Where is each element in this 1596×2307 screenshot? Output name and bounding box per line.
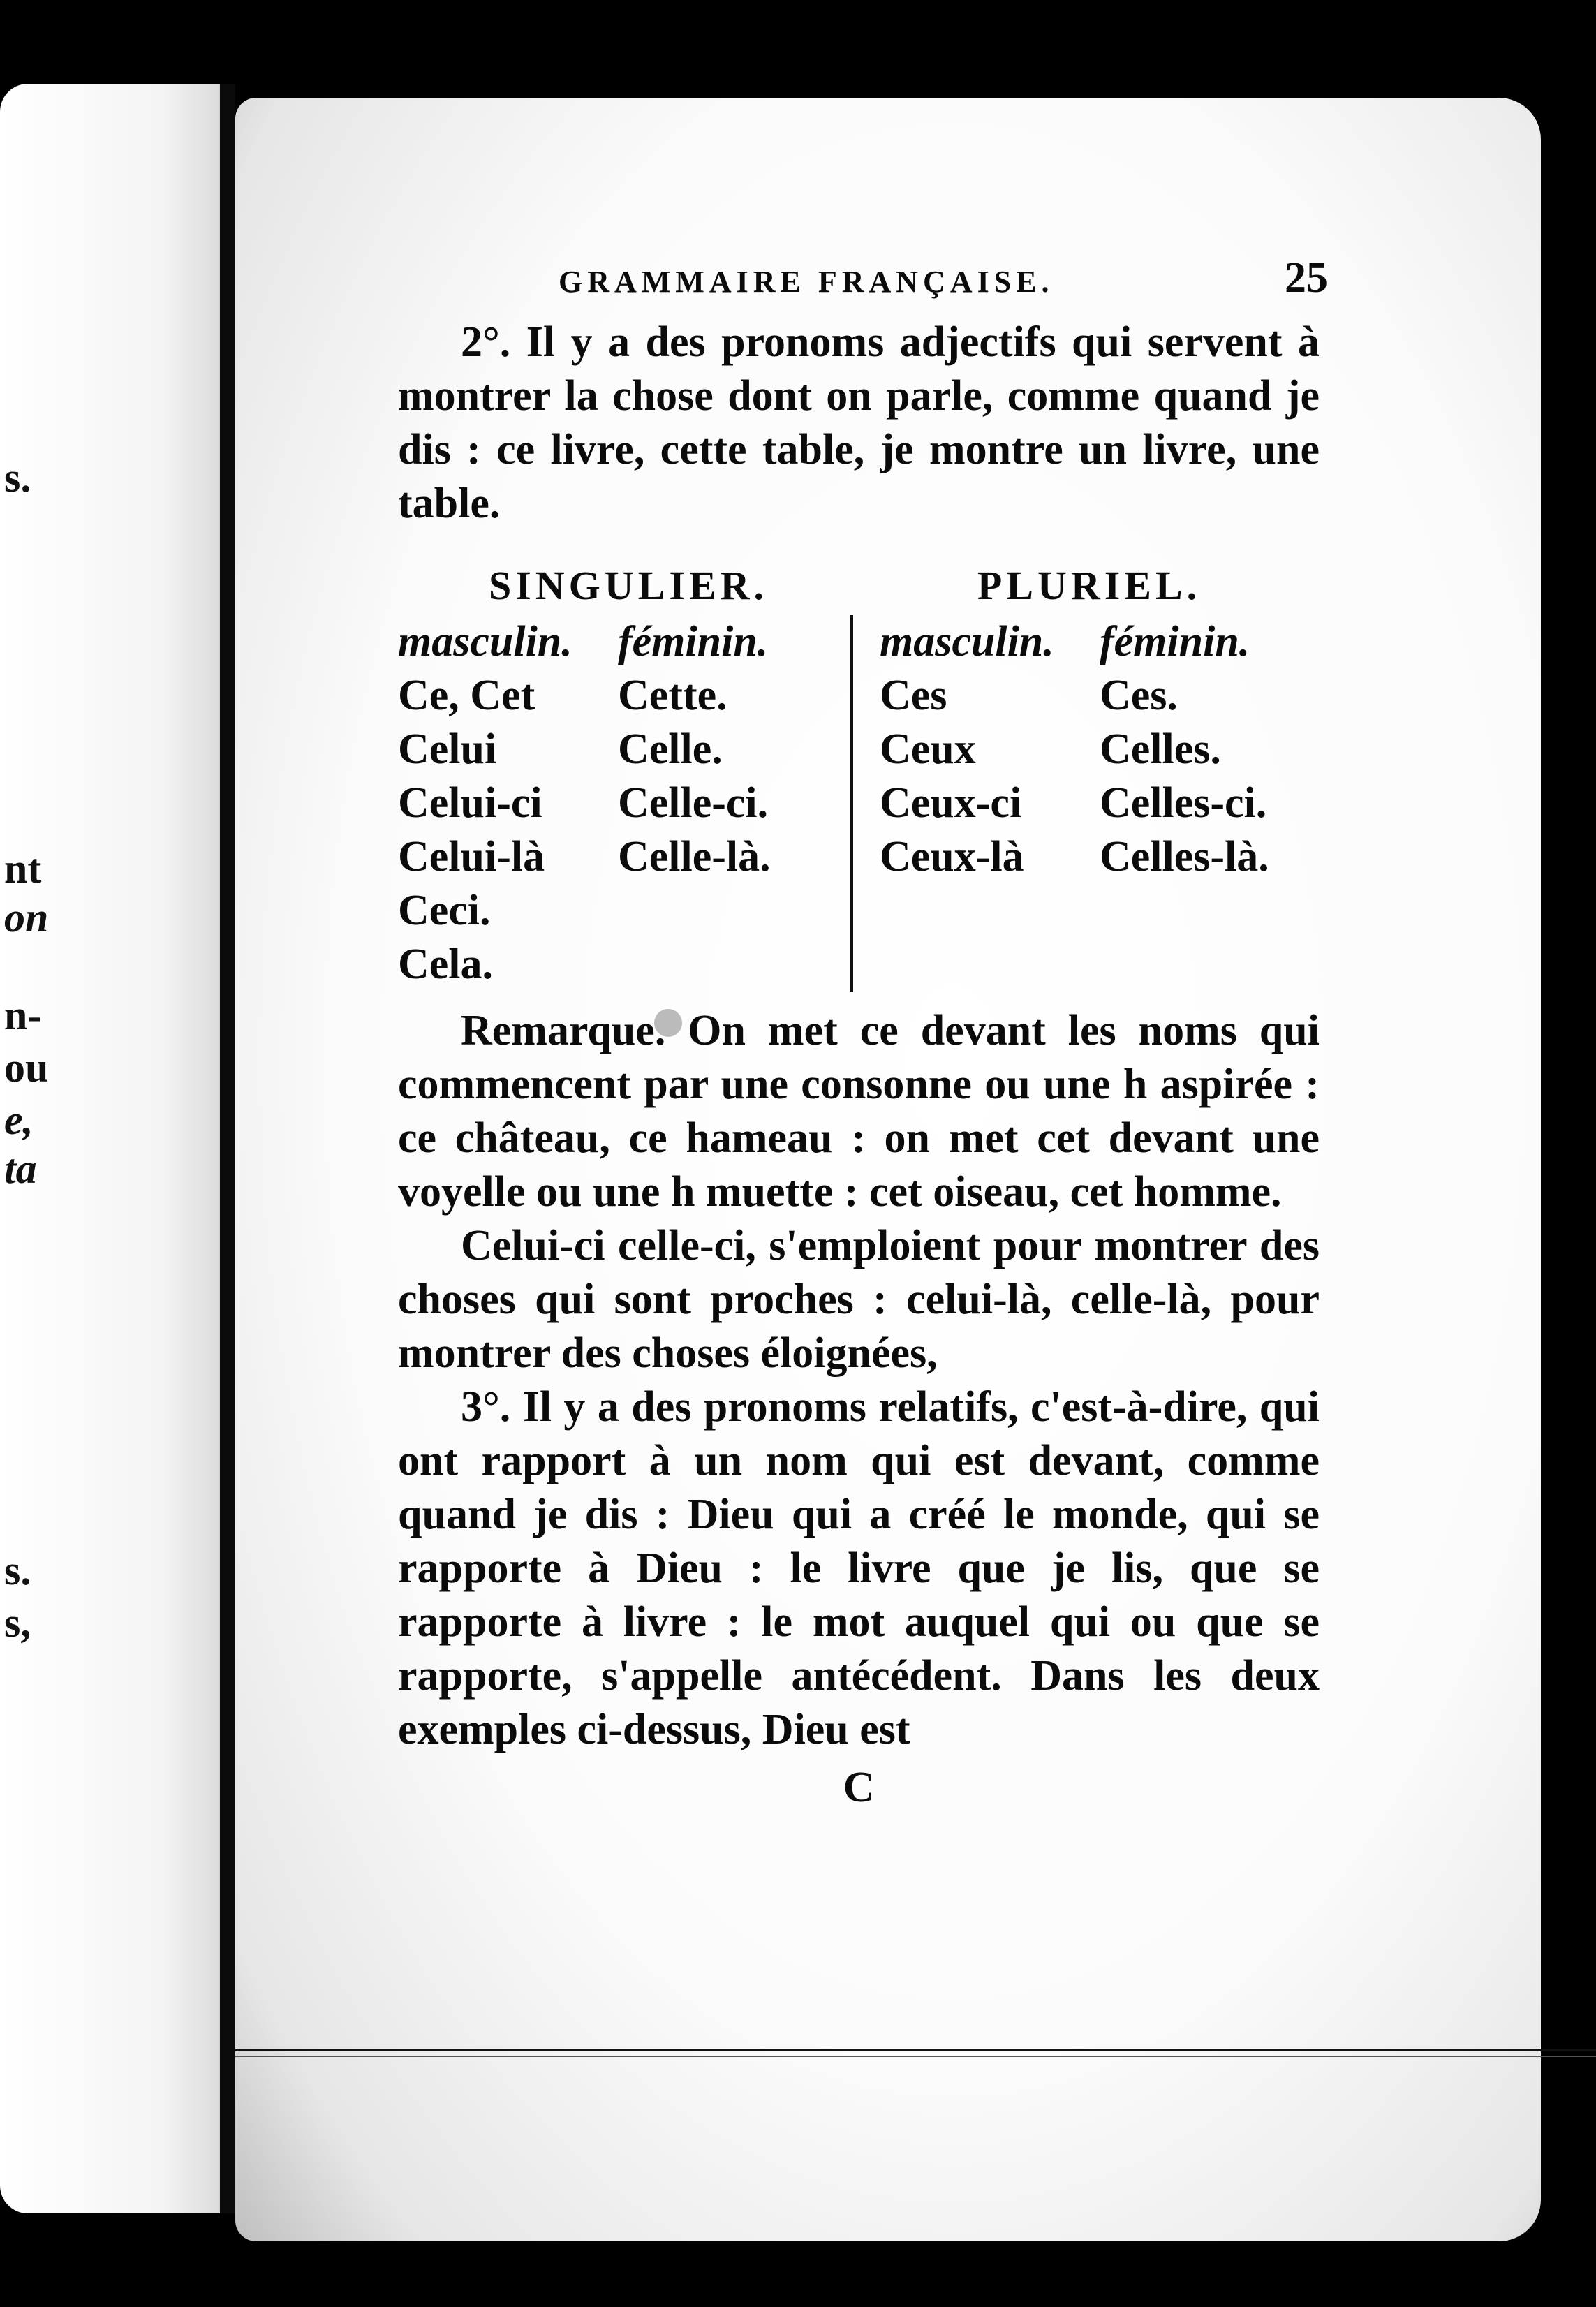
running-title: GRAMMAIRE FRANÇAISE.: [559, 265, 1054, 299]
paragraph-pronoms-relatifs: 3°. Il y a des pronoms relatifs, c'est-à-dire, qui ont rapport à un nom qui est devant, comme quand je dis : Dieu qui a créé le monde, qui se rapporte à Dieu : le livre que je lis, que se rapporte à livre : le mot auquel qui ou que se rapporte, s'appelle antécédent. Dans les deux exemples ci-dessus, Dieu est: [398, 1383, 1320, 1753]
table-cell: Cela.: [398, 941, 494, 988]
table-cell: [618, 938, 838, 992]
prev-page-fragment: ou: [4, 1045, 49, 1091]
singular-heading: SINGULIER.: [488, 563, 769, 608]
pronoun-table: [398, 615, 1320, 992]
table-cell: Celle-là.: [618, 833, 771, 880]
table-cell: Celle-ci.: [618, 779, 769, 827]
prev-page-fragment: e,: [4, 1097, 34, 1143]
running-head: [559, 251, 1328, 309]
table-cell: Cette.: [618, 672, 727, 719]
table-cell: [618, 884, 838, 938]
table-cell: Celui-là: [398, 833, 545, 880]
column-header: masculin.: [880, 618, 1054, 665]
singular-column: [398, 615, 850, 992]
table-cell: Ces.: [1100, 672, 1178, 719]
page-text: [398, 251, 1328, 1815]
paragraph-remarque: Remarque. On met ce devant les noms qui commencent par une consonne ou une h aspirée : ce château, ce hameau : on met cet devant une voyelle ou une h muette : cet oiseau, cet homme.: [398, 1007, 1320, 1216]
table-cell: Ces: [880, 672, 947, 719]
previous-page: [0, 84, 230, 2213]
prev-page-fragment: ta: [4, 1146, 37, 1192]
column-header: féminin.: [618, 618, 769, 665]
prev-page-fragment: s.: [4, 1547, 31, 1593]
prev-page-fragment: nt: [4, 846, 42, 892]
table-cell: Ceux-là: [880, 833, 1024, 880]
table-cell: Ceci.: [398, 887, 491, 934]
table-cell: Ce, Cet: [398, 672, 535, 719]
table-headings: [398, 559, 1320, 612]
prev-page-fragment: s.: [4, 455, 31, 501]
table-cell: Celui-ci: [398, 779, 542, 827]
plural-heading: PLURIEL.: [977, 563, 1202, 608]
prev-page-fragment: n-: [4, 992, 42, 1038]
page-bottom-rule: [235, 2049, 1596, 2057]
prev-page-fragment: s,: [4, 1600, 31, 1646]
table-cell: Celles-ci.: [1100, 779, 1267, 827]
table-cell: Celui: [398, 725, 497, 773]
column-header: féminin.: [1100, 618, 1250, 665]
paragraph-celui-ci: Celui-ci celle-ci, s'emploient pour montrer des choses qui sont proches : celui-là, celle-là, pour montrer des choses éloignées,: [398, 1222, 1320, 1377]
paragraph-pronoms-adjectifs: 2°. Il y a des pronoms adjectifs qui servent à montrer la chose dont on parle, comme quand je dis : ce livre, cette table, je montre un livre, une table.: [398, 318, 1320, 527]
book-spine: [220, 84, 235, 2213]
table-cell: Celles-là.: [1100, 833, 1269, 880]
table-cell: Celles.: [1100, 725, 1221, 773]
plural-column: [850, 615, 1320, 992]
column-header: masculin.: [398, 618, 572, 665]
page-number: 25: [1285, 254, 1328, 302]
table-cell: Ceux: [880, 725, 976, 773]
prev-page-fragment: on: [4, 894, 49, 941]
table-cell: Celle.: [618, 725, 723, 773]
signature-mark: C: [843, 1764, 875, 1811]
table-cell: Ceux-ci: [880, 779, 1022, 827]
